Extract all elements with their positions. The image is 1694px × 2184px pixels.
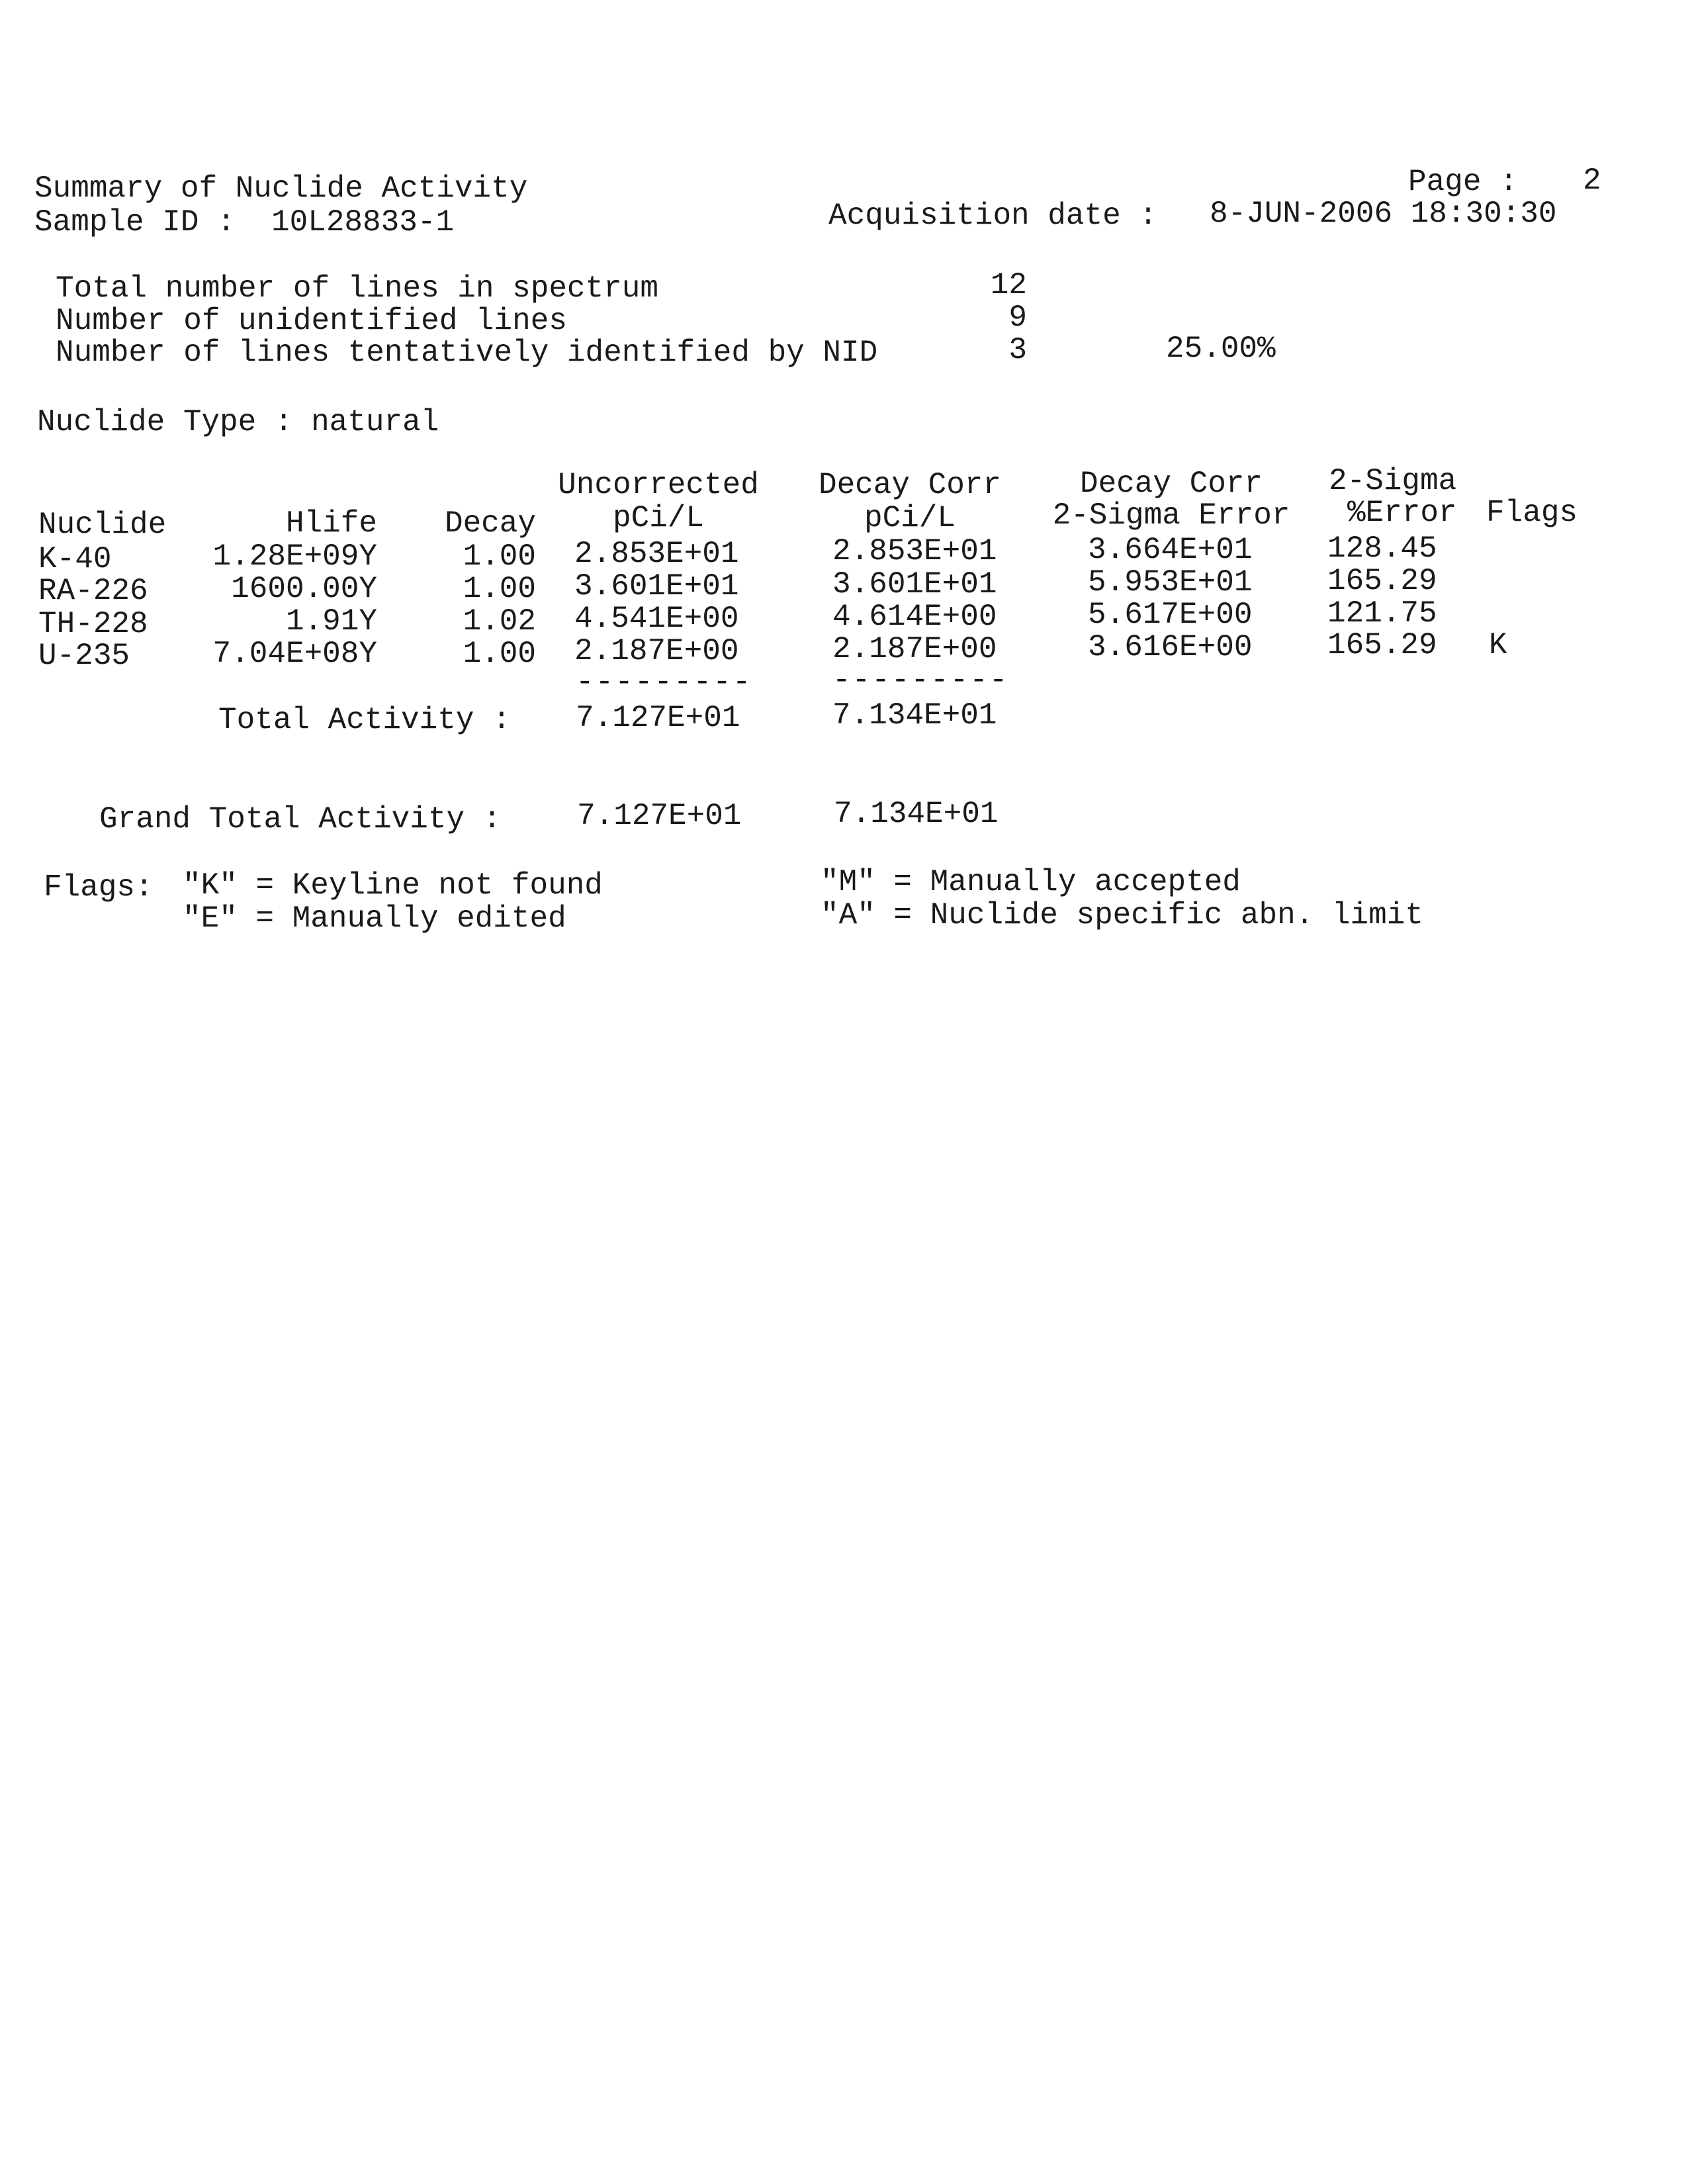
total-lines-value: 12 xyxy=(990,268,1027,302)
row-uncorrected: 4.541E+00 xyxy=(574,602,739,636)
nuclide-type: Nuclide Type : natural xyxy=(37,405,439,439)
flag-a-description: "A" = Nuclide specific abn. limit xyxy=(821,898,1423,933)
flag-k-description: "K" = Keyline not found xyxy=(183,868,603,903)
unidentified-label: Number of unidentified lines xyxy=(56,304,567,338)
row-pct-error: 165.29 xyxy=(1327,564,1437,598)
unidentified-value: 9 xyxy=(1008,300,1027,335)
page-number: 2 xyxy=(1583,163,1601,198)
row-nuclide: K-40 xyxy=(38,542,112,576)
grand-total-decay-corr: 7.134E+01 xyxy=(834,797,999,831)
row-decay: 1.00 xyxy=(463,637,536,671)
header-flags: Flags xyxy=(1486,496,1578,530)
sample-id-label: Sample ID : xyxy=(34,205,236,240)
header-uncorrected-2: pCi/L xyxy=(612,501,705,535)
acquisition-label: Acquisition date : xyxy=(828,199,1157,233)
row-uncorrected: 2.853E+01 xyxy=(574,537,739,571)
sample-id: 10L28833-1 xyxy=(271,205,455,240)
row-hlife: 1.91Y xyxy=(285,604,377,639)
separator-decay-corr: --------- xyxy=(832,663,1009,698)
total-uncorrected: 7.127E+01 xyxy=(576,701,740,735)
acquisition-date: 8-JUN-2006 18:30:30 xyxy=(1210,197,1557,231)
row-pct-error: 121.75 xyxy=(1327,596,1437,631)
tentative-percent: 25.00% xyxy=(1166,332,1276,366)
header-decay-corr-1: Decay Corr xyxy=(818,468,1002,502)
row-decay-corr: 2.853E+01 xyxy=(832,534,997,569)
separator-uncorrected: --------- xyxy=(576,665,752,700)
row-nuclide: U-235 xyxy=(38,639,130,673)
header-nuclide: Nuclide xyxy=(38,508,167,542)
row-decay: 1.00 xyxy=(463,572,536,606)
row-uncorrected: 3.601E+01 xyxy=(574,569,739,604)
report-title: Summary of Nuclide Activity xyxy=(34,171,528,206)
page-label: Page : xyxy=(1408,165,1518,199)
grand-total-uncorrected: 7.127E+01 xyxy=(577,799,742,833)
row-decay-corr: 3.601E+01 xyxy=(832,567,997,602)
row-pct-error: 128.45 xyxy=(1327,531,1437,566)
total-decay-corr: 7.134E+01 xyxy=(832,698,997,733)
header-hlife: Hlife xyxy=(285,506,377,541)
header-decay: Decay xyxy=(444,506,536,541)
header-pct-error-1: 2-Sigma xyxy=(1329,464,1457,498)
flag-e-description: "E" = Manually edited xyxy=(183,901,566,936)
total-lines-label: Total number of lines in spectrum xyxy=(56,271,658,306)
total-activity-label: Total Activity : xyxy=(218,703,511,737)
tentative-label: Number of lines tentatively identified by NID xyxy=(56,336,878,370)
flags-legend-label: Flags: xyxy=(44,870,154,905)
row-hlife: 1600.00Y xyxy=(231,572,377,606)
header-sigma-error-2: 2-Sigma Error xyxy=(1052,498,1290,533)
row-flags: K xyxy=(1489,628,1507,662)
header-sigma-error-1: Decay Corr xyxy=(1079,467,1263,501)
grand-total-label: Grand Total Activity : xyxy=(99,802,502,837)
row-pct-error: 165.29 xyxy=(1327,628,1437,662)
row-sigma-error: 5.617E+00 xyxy=(1088,598,1253,632)
row-sigma-error: 3.616E+00 xyxy=(1088,630,1253,664)
row-decay: 1.02 xyxy=(463,604,536,639)
header-pct-error-2: %Error xyxy=(1347,496,1457,530)
flag-m-description: "M" = Manually accepted xyxy=(821,865,1241,899)
row-hlife: 7.04E+08Y xyxy=(212,637,377,671)
row-nuclide: RA-226 xyxy=(38,574,148,608)
row-sigma-error: 5.953E+01 xyxy=(1088,565,1253,600)
tentative-value: 3 xyxy=(1008,333,1027,367)
row-hlife: 1.28E+09Y xyxy=(212,539,377,574)
header-uncorrected-1: Uncorrected xyxy=(558,468,759,502)
row-decay-corr: 4.614E+00 xyxy=(832,600,997,634)
header-decay-corr-2: pCi/L xyxy=(864,501,956,535)
row-sigma-error: 3.664E+01 xyxy=(1088,533,1253,567)
row-nuclide: TH-228 xyxy=(38,607,148,641)
row-uncorrected: 2.187E+00 xyxy=(574,634,739,668)
row-decay-corr: 2.187E+00 xyxy=(832,632,997,666)
row-decay: 1.00 xyxy=(463,539,536,574)
